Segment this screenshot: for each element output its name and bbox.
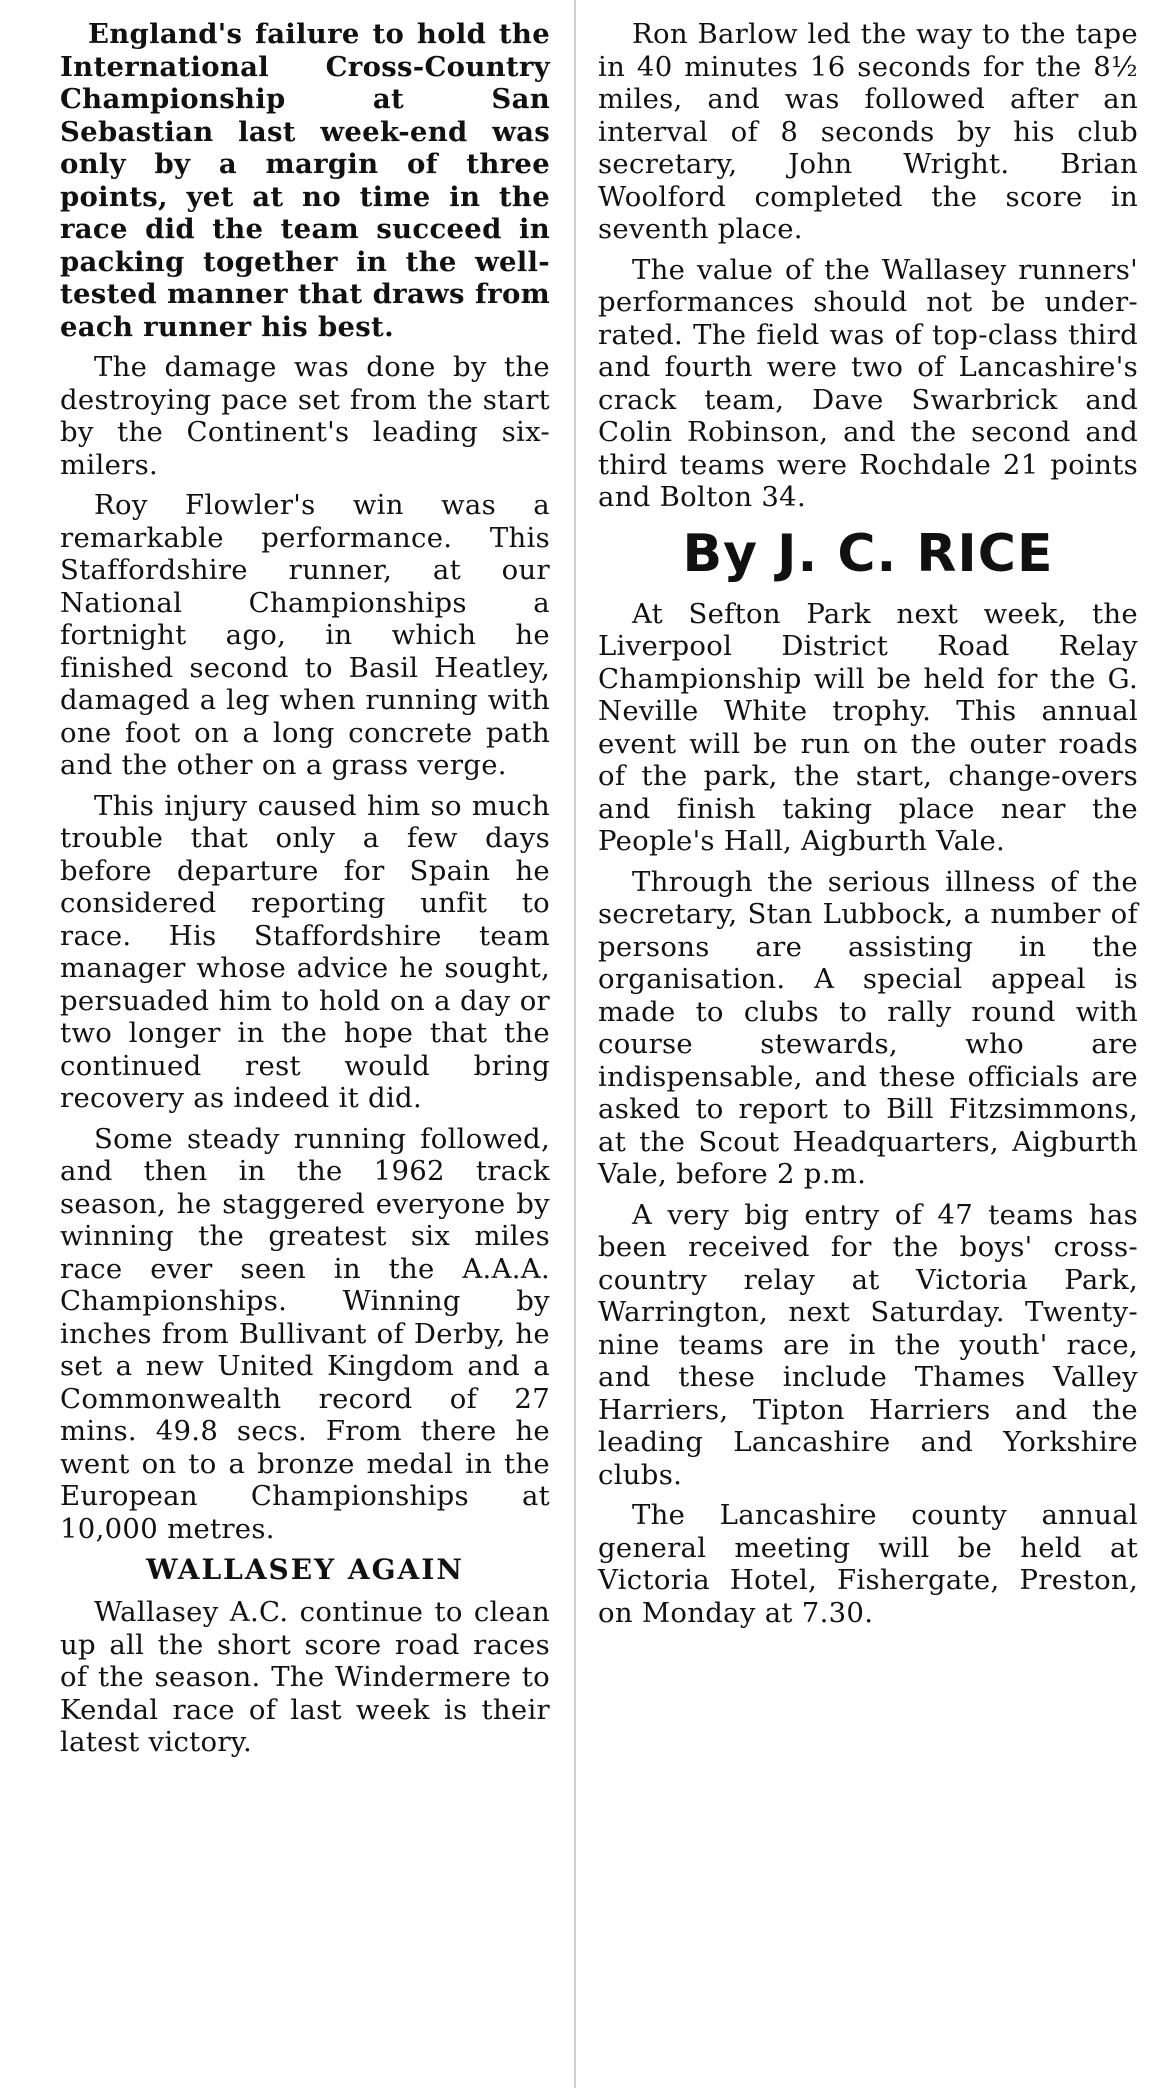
right-column [598, 18, 1138, 1637]
body-paragraph: Ron Barlow led the way to the tape in 40 minutes 16 seconds for the 8½ miles, and was followed after an interval of 8 seconds by his club secretary, John Wright. Brian Woolford completed the score in seventh place. [598, 18, 1138, 245]
body-paragraph: Wallasey A.C. continue to clean up all the short score road races of the season. The Windermere to Kendal race of last week is their latest victory. [60, 1596, 550, 1758]
body-paragraph: This injury caused him so much trouble that only a few days before departure for Spain he considered reporting unfit to race. His Staffordshire team manager whose advice he sought, persuaded him to hold on a day or two longer in the hope that the continued rest would bring recovery as indeed it did. [60, 789, 550, 1114]
body-paragraph: A very big entry of 47 teams has been received for the boys' cross-country relay at Victoria Park, Warrington, next Saturday. Twenty-nine teams are in the youth' race, and these include Thames Valley Harriers, Tipton Harriers and the leading Lancashire and Yorkshire clubs. [598, 1198, 1138, 1491]
body-paragraph: The Lancashire county annual general meeting will be held at Victoria Hotel, Fishergate, Preston, on Monday at 7.30. [598, 1499, 1138, 1629]
body-paragraph: The damage was done by the destroying pace set from the start by the Continent's leading six-milers. [60, 351, 550, 481]
body-paragraph: Through the serious illness of the secretary, Stan Lubbock, a number of persons are assisting in the organisation. A special appeal is made to clubs to rally round with course stewards, who are indispensable, and these officials are asked to report to Bill Fitzsimmons, at the Scout Headquarters, Aigburth Vale, before 2 p.m. [598, 865, 1138, 1190]
section-subheading: WALLASEY AGAIN [146, 1553, 464, 1586]
author-byline: By J. C. RICE [682, 523, 1054, 584]
body-paragraph: Some steady running followed, and then in the 1962 track season, he staggered everyone by winning the greatest six miles race ever seen in the A.A.A. Championships. Winning by inches from Bullivant of Derby, he set a new United Kingdom and a Commonwealth record of 27 mins. 49.8 secs. From there he went on to a bronze medal in the European Championships at 10,000 metres. [60, 1122, 550, 1545]
body-paragraph: At Sefton Park next week, the Liverpool District Road Relay Championship will be held for the G. Neville White trophy. This annual event will be run on the outer roads of the park, the start, change-overs and finish taking place near the People's Hall, Aigburth Vale. [598, 597, 1138, 857]
body-paragraph: Roy Flowler's win was a remarkable performance. This Staffordshire runner, at our National Championships a fortnight ago, in which he finished second to Basil Heatley, damaged a leg when running with one foot on a long concrete path and the other on a grass verge. [60, 489, 550, 781]
body-paragraph: The value of the Wallasey runners' performances should not be under-rated. The field was of top-class third and fourth were two of Lancashire's crack team, Dave Swarbrick and Colin Robinson, and the second and third teams were Rochdale 21 points and Bolton 34. [598, 253, 1138, 513]
column-divider [574, 0, 576, 2088]
left-column [60, 18, 550, 1767]
lead-paragraph: England's failure to hold the International Cross-Country Championship at San Sebastian last week-end was only by a margin of three points, yet at no time in the race did the team succeed in packing together in the well-tested manner that draws from each runner his best. [60, 18, 550, 343]
